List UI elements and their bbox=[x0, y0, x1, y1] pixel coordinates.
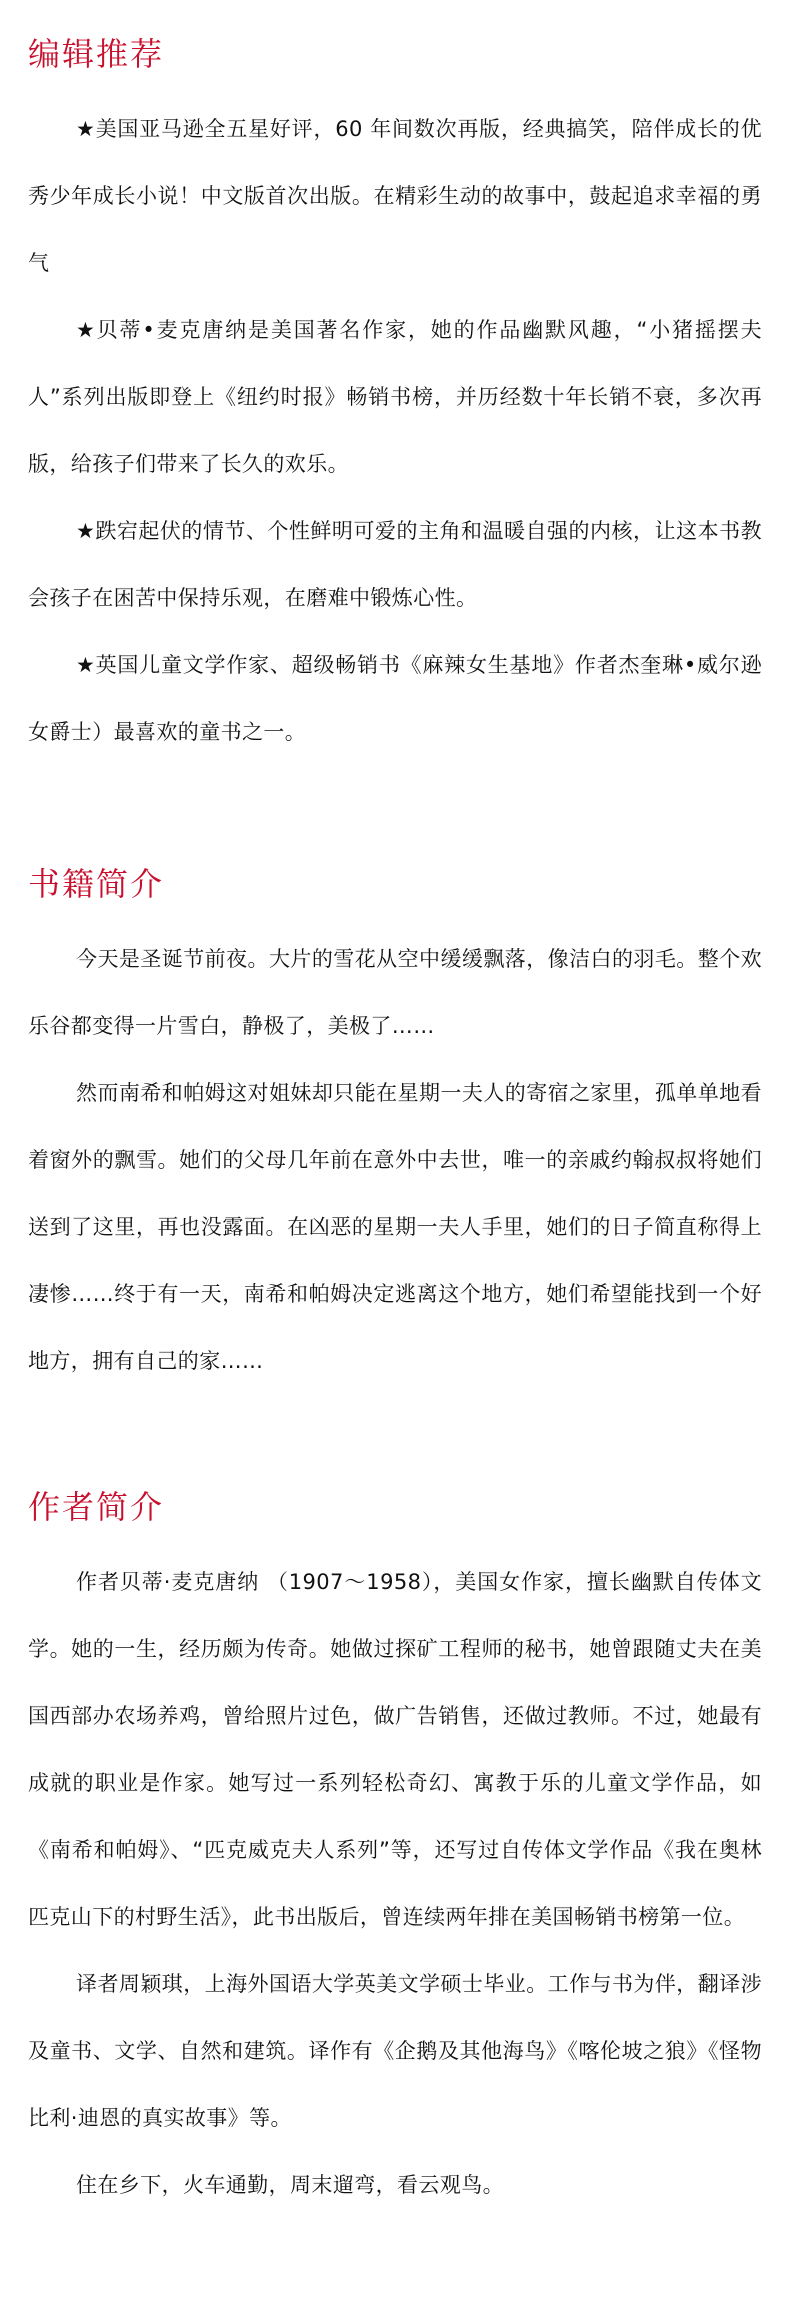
editor-recommendation-section bbox=[28, 24, 762, 766]
intro-paragraph-2: 然而南希和帕姆这对姐妹却只能在星期一夫人的寄宿之家里，孤单单地看着窗外的飘雪。她们的父母几年前在意外中去世，唯一的亲戚约翰叔叔将她们送到了这里，再也没露面。在凶恶的星期一夫人手里，她们的日子简直称得上凄惨……终于有一天，南希和帕姆决定逃离这个地方，她们希望能找到一个好地方，拥有自己的家…… bbox=[28, 1081, 762, 1373]
editor-paragraph-1: ★美国亚马逊全五星好评，60 年间数次再版，经典搞笑，陪伴成长的优秀少年成长小说！中文版首次出版。在精彩生动的故事中，鼓起追求幸福的勇气 bbox=[28, 117, 762, 275]
section-spacer bbox=[28, 766, 762, 854]
author-intro-section bbox=[28, 1477, 762, 2219]
editor-paragraph-3: ★跌宕起伏的情节、个性鲜明可爱的主角和温暖自强的内核，让这本书教会孩子在困苦中保持乐观，在磨难中锻炼心性。 bbox=[28, 519, 762, 610]
book-intro-section bbox=[28, 854, 762, 1395]
editor-paragraph-4: ★英国儿童文学作家、超级畅销书《麻辣女生基地》作者杰奎琳•威尔逊女爵士）最喜欢的童书之一。 bbox=[28, 653, 762, 744]
editor-paragraph-2: ★贝蒂•麦克唐纳是美国著名作家，她的作品幽默风趣，“小猪摇摆夫人”系列出版即登上《纽约时报》畅销书榜，并历经数十年长销不衰，多次再版，给孩子们带来了长久的欢乐。 bbox=[28, 318, 762, 476]
author-paragraph-1: 作者贝蒂·麦克唐纳 （1907～1958），美国女作家，擅长幽默自传体文学。她的一生，经历颇为传奇。她做过探矿工程师的秘书，她曾跟随丈夫在美国西部办农场养鸡，曾给照片过色，做广告销售，还做过教师。不过，她最有成就的职业是作家。她写过一系列轻松奇幻、寓教于乐的儿童文学作品，如《南希和帕姆》、“匹克威克夫人系列”等，还写过自传体文学作品《我在奥林匹克山下的村野生活》，此书出版后，曾连续两年排在美国畅销书榜第一位。 bbox=[28, 1570, 762, 1929]
section-title-editor: 编辑推荐 bbox=[28, 35, 165, 73]
section-title-author: 作者简介 bbox=[28, 1488, 165, 1526]
author-paragraph-2: 译者周颖琪，上海外国语大学英美文学硕士毕业。工作与书为伴，翻译涉及童书、文学、自然和建筑。译作有《企鹅及其他海鸟》《喀伦坡之狼》《怪物比利·迪恩的真实故事》等。 bbox=[28, 1972, 762, 2130]
intro-paragraph-1: 今天是圣诞节前夜。大片的雪花从空中缓缓飘落，像洁白的羽毛。整个欢乐谷都变得一片雪白，静极了，美极了…… bbox=[28, 947, 762, 1038]
section-spacer bbox=[28, 1395, 762, 1477]
section-title-intro: 书籍简介 bbox=[28, 865, 165, 903]
author-paragraph-3: 住在乡下，火车通勤，周末遛弯，看云观鸟。 bbox=[76, 2173, 504, 2197]
